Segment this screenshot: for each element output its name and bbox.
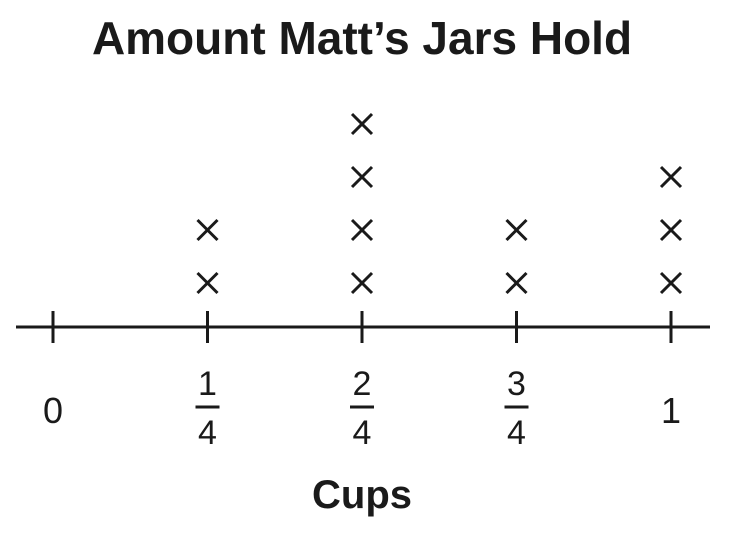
tick-label-4: 1 <box>660 390 682 431</box>
x-mark-2-2 <box>352 167 372 187</box>
x-mark-4-1 <box>661 220 681 240</box>
fraction-label-1 <box>196 365 220 452</box>
x-mark-4-2 <box>661 167 681 187</box>
chart-title: Amount Matt’s Jars Hold <box>91 12 633 64</box>
fraction-numerator-1: 1 <box>198 365 217 403</box>
x-axis-label: Cups <box>312 473 412 517</box>
x-mark-3-1 <box>507 220 527 240</box>
x-mark-3-0 <box>507 273 527 293</box>
fraction-denominator-3: 4 <box>507 414 526 452</box>
x-mark-2-3 <box>352 114 372 134</box>
x-marks <box>198 114 682 293</box>
fraction-denominator-1: 4 <box>198 414 217 452</box>
fraction-numerator-3: 3 <box>507 365 526 403</box>
tick-label-0: 0 <box>42 390 64 431</box>
fraction-denominator-2: 4 <box>352 414 372 452</box>
fraction-label-3 <box>505 365 529 452</box>
x-mark-1-0 <box>198 273 218 293</box>
x-mark-4-0 <box>661 273 681 293</box>
tick-labels <box>43 365 681 452</box>
fraction-numerator-2: 2 <box>352 365 372 403</box>
fraction-label-2 <box>350 365 374 452</box>
x-mark-2-0 <box>352 273 372 293</box>
x-mark-2-1 <box>352 220 372 240</box>
x-mark-1-1 <box>198 220 218 240</box>
